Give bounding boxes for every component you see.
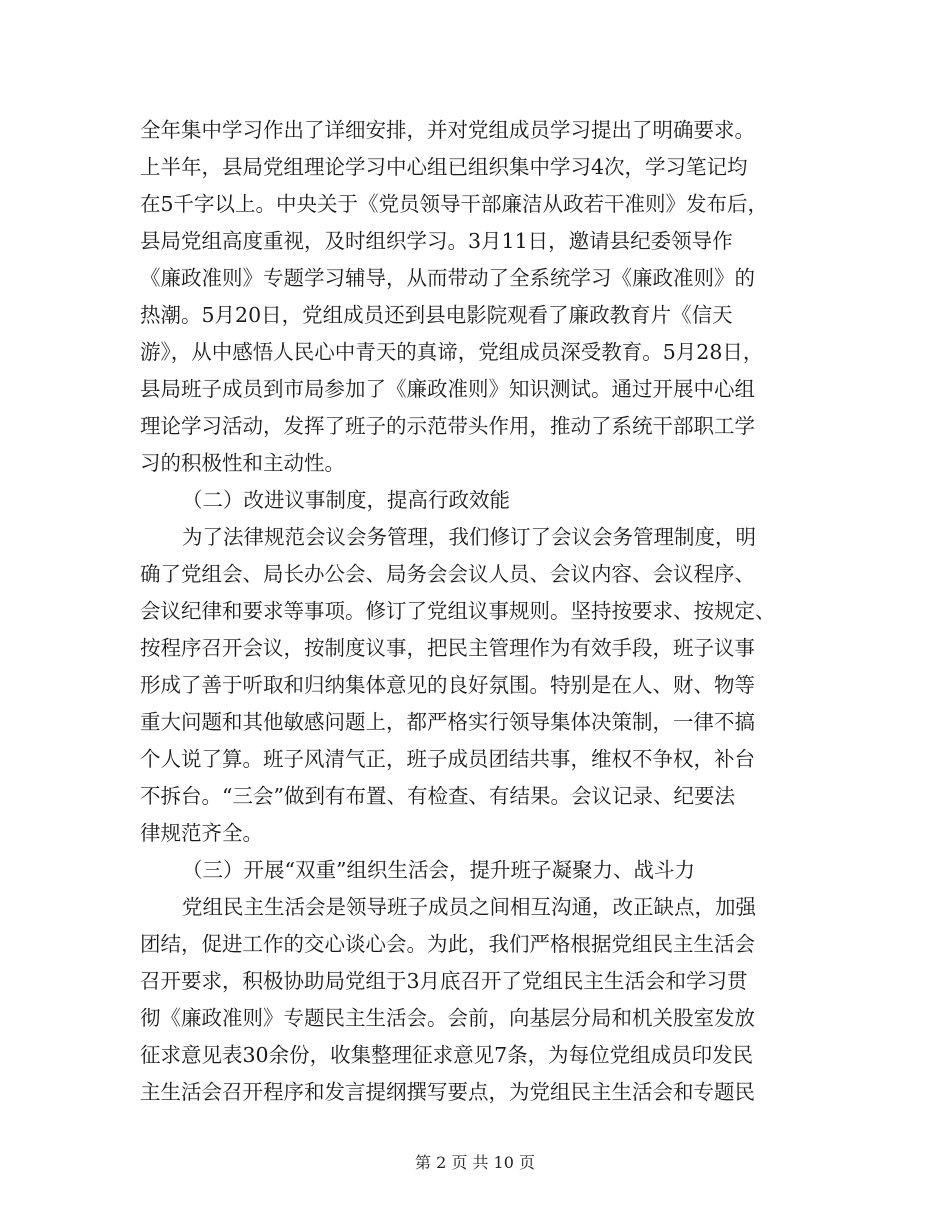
text-line: 在5千字以上。中央关于《党员领导干部廉洁从政若干准则》发布后，	[140, 192, 769, 216]
text-line: 《廉政准则》专题学习辅导，从而带动了全系统学习《廉政准则》的	[140, 266, 755, 290]
paragraph-start: 党组民主生活会是领导班子成员之间相互沟通，改正缺点，加强	[182, 895, 756, 919]
page-footer: 第 2 页 共 10 页	[415, 1153, 535, 1172]
text-line: 热潮。5月20日，党组成员还到县电影院观看了廉政教育片《信天	[140, 303, 733, 327]
body-text	[140, 112, 805, 1111]
text-line: 习的积极性和主动性。	[140, 451, 345, 475]
section-heading-2: （二）改进议事制度，提高行政效能	[182, 488, 510, 512]
text-line: 县局党组高度重视，及时组织学习。3月11日，邀请县纪委领导作	[140, 229, 733, 253]
text-line: 主生活会召开程序和发言提纲撰写要点，为党组民主生活会和专题民	[140, 1080, 755, 1104]
text-line: 召开要求，积极协助局党组于3月底召开了党组民主生活会和学习贯	[140, 969, 748, 993]
text-line: 按程序召开会议，按制度议事，把民主管理作为有效手段，班子议事	[140, 636, 755, 660]
text-line: 重大问题和其他敏感问题上，都严格实行领导集体决策制，一律不搞	[140, 710, 755, 734]
text-line: 彻《廉政准则》专题民主生活会。会前，向基层分局和机关股室发放	[140, 1006, 755, 1030]
text-line: 个人说了算。班子风清气正，班子成员团结共事，维权不争权，补台	[140, 747, 755, 771]
text-line: 不拆台。“三会”做到有布置、有检查、有结果。会议记录、纪要法	[140, 784, 735, 808]
section-heading-3: （三）开展“双重”组织生活会，提升班子凝聚力、战斗力	[182, 858, 695, 882]
text-line: 确了党组会、局长办公会、局务会会议人员、会议内容、会议程序、	[140, 562, 755, 586]
text-line: 上半年，县局党组理论学习中心组已组织集中学习4次，学习笔记均	[140, 155, 748, 179]
text-line: 形成了善于听取和归纳集体意见的良好氛围。特别是在人、财、物等	[140, 673, 755, 697]
paragraph-start: 为了法律规范会议会务管理，我们修订了会议会务管理制度，明	[182, 525, 756, 549]
text-line: 会议纪律和要求等事项。修订了党组议事规则。坚持按要求、按规定、	[140, 599, 776, 623]
text-line: 县局班子成员到市局参加了《廉政准则》知识测试。通过开展中心组	[140, 377, 755, 401]
text-line: 全年集中学习作出了详细安排，并对党组成员学习提出了明确要求。	[140, 118, 755, 142]
text-line: 游》，从中感悟人民心中青天的真谛，党组成员深受教育。5月28日，	[140, 340, 764, 364]
text-line: 律规范齐全。	[140, 821, 263, 845]
text-line: 征求意见表30余份，收集整理征求意见7条，为每位党组成员印发民	[140, 1043, 754, 1067]
text-line: 理论学习活动，发挥了班子的示范带头作用，推动了系统干部职工学	[140, 414, 755, 438]
text-line: 团结，促进工作的交心谈心会。为此，我们严格根据党组民主生活会	[140, 932, 755, 956]
